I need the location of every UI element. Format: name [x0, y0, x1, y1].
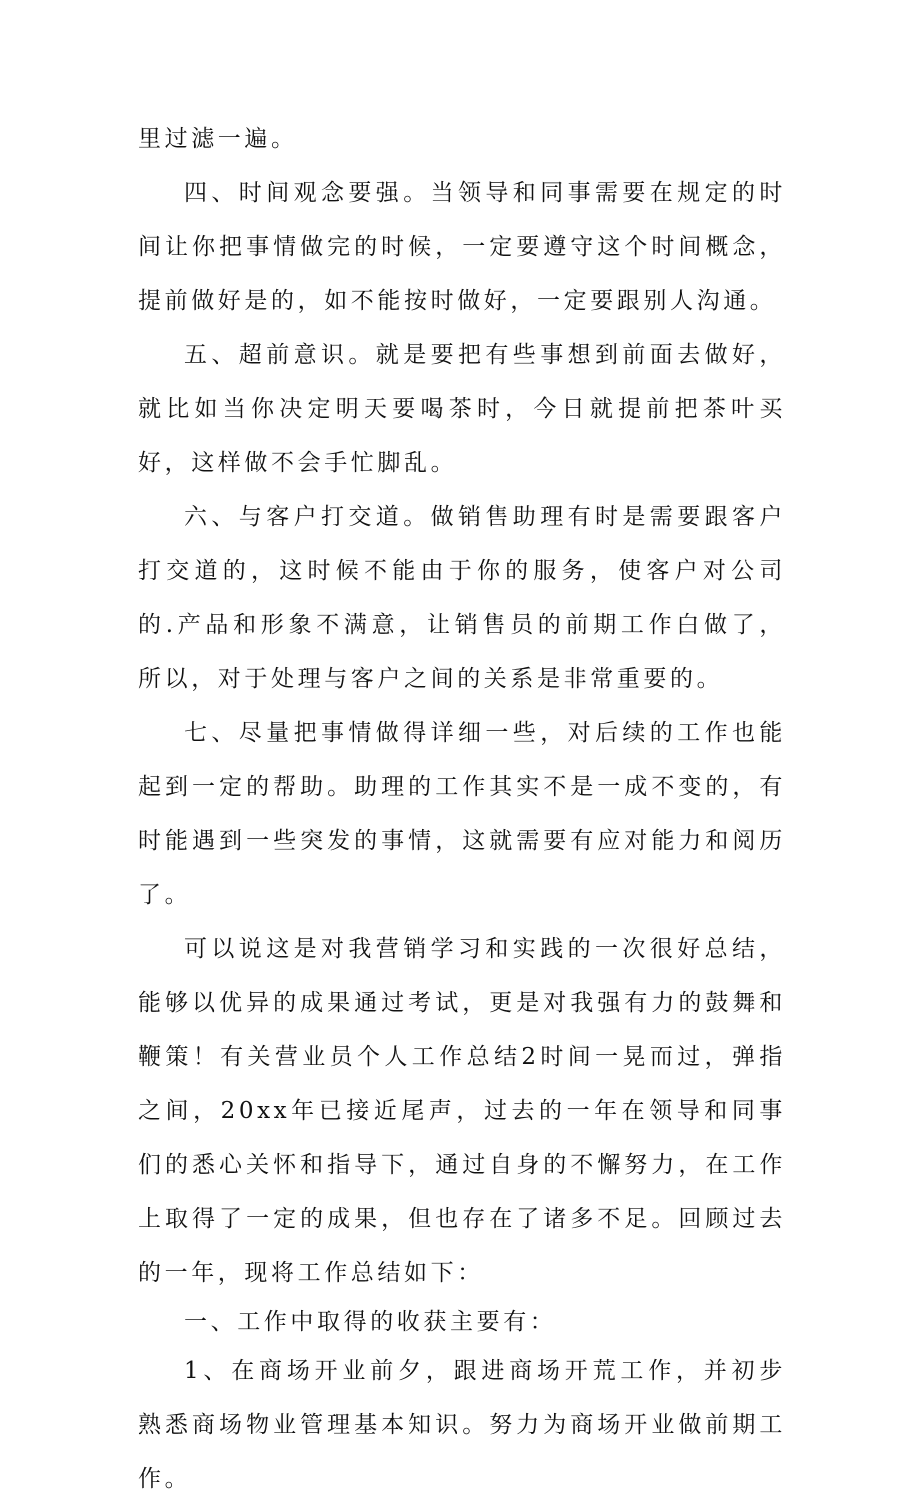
paragraph-item-one: 1、在商场开业前夕，跟进商场开荒工作，并初步熟悉商场物业管理基本知识。努力为商场开业做前期工作。: [138, 1358, 786, 1492]
paragraph-detail-work: 七、尽量把事情做得详细一些，对后续的工作也能起到一定的帮助。助理的工作其实不是一成不变的，有时能遇到一些突发的事情，这就需要有应对能力和阅历了。: [138, 720, 786, 908]
paragraph-customer-relations: 六、与客户打交道。做销售助理有时是需要跟客户打交道的，这时候不能由于你的服务，使客户对公司的.产品和形象不满意，让销售员的前期工作白做了，所以，对于处理与客户之间的关系是非常重要的。: [138, 504, 786, 692]
paragraph-forward-thinking: 五、超前意识。就是要把有些事想到前面去做好，就比如当你决定明天要喝茶时，今日就提前把茶叶买好，这样做不会手忙脚乱。: [138, 342, 786, 476]
paragraph-section-heading: 一、工作中取得的收获主要有：: [184, 1309, 557, 1335]
paragraph-time-awareness: 四、时间观念要强。当领导和同事需要在规定的时间让你把事情做完的时候，一定要遵守这个时间概念，提前做好是的，如不能按时做好，一定要跟别人沟通。: [138, 180, 786, 314]
paragraph-summary: 可以说这是对我营销学习和实践的一次很好总结，能够以优异的成果通过考试，更是对我强有力的鼓舞和鞭策！有关营业员个人工作总结2时间一晃而过，弹指之间，20xx年已接近尾声，过去的一年在领导和同事们的悉心关怀和指导下，通过自身的不懈努力，在工作上取得了一定的成果，但也存在了诸多不足。回顾过去的一年，现将工作总结如下：: [138, 936, 786, 1286]
paragraph-continuation: 里过滤一遍。: [138, 126, 298, 152]
document-body: [138, 112, 786, 1506]
